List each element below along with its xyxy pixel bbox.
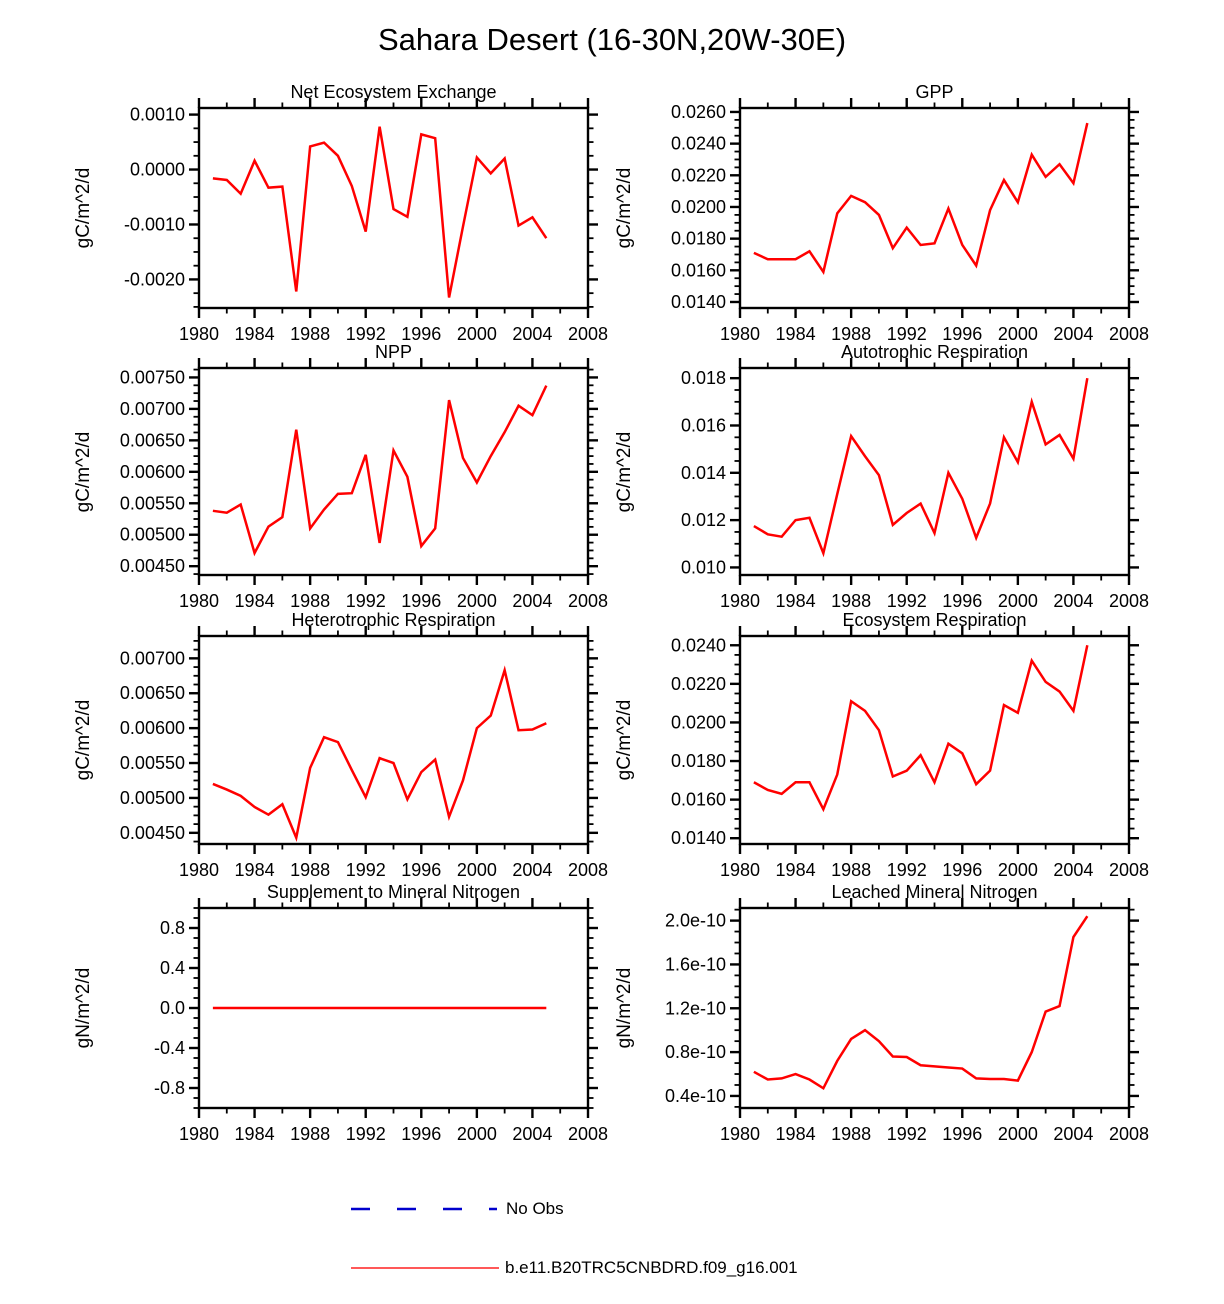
- plot-area: [104, 622, 612, 892]
- chart-title: Heterotrophic Respiration: [291, 610, 496, 630]
- y-tick-label: -0.0010: [123, 214, 185, 235]
- y-tick-label: 0.0180: [670, 228, 726, 249]
- plot-frame: [740, 908, 1129, 1108]
- x-tick-label: 2008: [567, 1124, 609, 1144]
- x-tick-label: 1984: [775, 324, 816, 344]
- chart-title: Ecosystem Respiration: [842, 610, 1027, 630]
- x-tick-label: 1984: [234, 1124, 275, 1144]
- y-tick-label: 0.0220: [670, 673, 726, 694]
- y-tick-label: 0.8e-10: [664, 1042, 726, 1063]
- x-tick-label: 1996: [942, 591, 983, 611]
- plot-area: [104, 894, 612, 1156]
- x-tick-label: 2000: [997, 324, 1038, 344]
- plot-frame: [740, 636, 1129, 844]
- x-tick-label: 2004: [1053, 860, 1094, 880]
- plot-frame: [199, 636, 588, 844]
- model-legend-line: [349, 1264, 501, 1272]
- x-tick-label: 1988: [290, 1124, 331, 1144]
- y-tick-label: 0.00500: [119, 787, 185, 808]
- y-tick-label: 0.0000: [129, 159, 185, 180]
- x-tick-label: 1992: [345, 1124, 386, 1144]
- x-tick-label: 1984: [775, 591, 816, 611]
- x-tick-label: 2004: [512, 1124, 553, 1144]
- x-tick-label: 1992: [345, 860, 386, 880]
- data-line: [213, 670, 546, 838]
- y-tick-label: 0.00750: [119, 367, 185, 388]
- y-axis-label: gC/m^2/d: [614, 431, 635, 512]
- x-tick-label: 1996: [401, 860, 442, 880]
- y-axis-label: gC/m^2/d: [73, 431, 94, 512]
- x-tick-label: 2008: [567, 591, 609, 611]
- x-tick-label: 2004: [1053, 1124, 1094, 1144]
- y-axis-label: gC/m^2/d: [614, 167, 635, 249]
- y-tick-label: 0.010: [680, 557, 726, 578]
- x-tick-label: 2008: [1108, 324, 1150, 344]
- x-tick-label: 1980: [178, 860, 220, 880]
- x-tick-label: 2000: [456, 1124, 497, 1144]
- y-tick-label: 0.0: [159, 998, 185, 1018]
- data-line: [754, 123, 1087, 272]
- data-line: [754, 916, 1087, 1088]
- x-tick-label: 2000: [997, 860, 1038, 880]
- x-tick-label: 2000: [997, 591, 1038, 611]
- x-tick-label: 1992: [886, 591, 927, 611]
- y-tick-label: 0.018: [680, 368, 726, 389]
- y-tick-label: 0.00450: [119, 822, 185, 843]
- x-tick-label: 2008: [1108, 591, 1150, 611]
- model-legend-label: b.e11.B20TRC5CNBDRD.f09_g16.001: [505, 1258, 798, 1277]
- x-tick-label: 1992: [886, 1124, 927, 1144]
- y-tick-label: 1.6e-10: [664, 954, 726, 975]
- y-axis-label: gC/m^2/d: [73, 699, 94, 781]
- chart-title: GPP: [915, 82, 954, 102]
- x-tick-label: 1996: [942, 860, 983, 880]
- x-tick-label: 1980: [719, 591, 761, 611]
- y-axis-label: gN/m^2/d: [614, 967, 635, 1049]
- x-tick-label: 1980: [178, 324, 220, 344]
- x-tick-label: 2008: [1108, 1124, 1150, 1144]
- x-tick-label: 2004: [512, 860, 553, 880]
- data-line: [213, 127, 546, 298]
- x-tick-label: 1996: [942, 1124, 983, 1144]
- x-tick-label: 2000: [997, 1124, 1038, 1144]
- y-tick-label: 0.4: [159, 958, 185, 978]
- chart-title: Supplement to Mineral Nitrogen: [266, 882, 521, 902]
- y-tick-label: 0.0140: [670, 828, 726, 849]
- y-tick-label: 0.0160: [670, 789, 726, 810]
- x-tick-label: 1988: [290, 591, 331, 611]
- y-tick-label: 1.2e-10: [664, 998, 726, 1019]
- x-tick-label: 2004: [512, 591, 553, 611]
- y-tick-label: 0.0220: [670, 165, 726, 186]
- y-tick-label: 0.00450: [119, 556, 185, 577]
- y-axis-label: gC/m^2/d: [614, 699, 635, 781]
- y-tick-label: 0.0240: [670, 133, 726, 154]
- x-tick-label: 2000: [456, 860, 497, 880]
- x-tick-label: 2008: [1108, 860, 1150, 880]
- chart-title: NPP: [374, 342, 412, 362]
- x-tick-label: 1992: [345, 324, 386, 344]
- x-tick-label: 2000: [456, 324, 497, 344]
- x-tick-label: 1984: [234, 324, 275, 344]
- y-tick-label: 0.00600: [119, 461, 185, 482]
- y-tick-label: 0.0200: [670, 196, 726, 217]
- plot-frame: [740, 108, 1129, 308]
- chart-title: Net Ecosystem Exchange: [290, 82, 497, 102]
- x-tick-label: 1988: [831, 324, 872, 344]
- y-tick-label: 0.00650: [119, 683, 185, 704]
- chart-title: Autotrophic Respiration: [840, 342, 1029, 362]
- y-tick-label: 0.8: [159, 918, 185, 938]
- x-tick-label: 1992: [886, 324, 927, 344]
- y-axis-label: gC/m^2/d: [73, 167, 94, 249]
- y-tick-label: 0.0260: [670, 101, 726, 122]
- x-tick-label: 2008: [567, 860, 609, 880]
- x-tick-label: 1996: [401, 591, 442, 611]
- plot-area: [645, 894, 1153, 1156]
- y-tick-label: 0.00550: [119, 493, 185, 514]
- x-tick-label: 1988: [831, 591, 872, 611]
- y-tick-label: -0.0020: [123, 269, 185, 290]
- y-tick-label: 0.00550: [119, 753, 185, 774]
- x-tick-label: 1988: [290, 324, 331, 344]
- y-tick-label: 0.016: [680, 415, 726, 436]
- x-tick-label: 1984: [775, 860, 816, 880]
- y-tick-label: -0.4: [153, 1038, 185, 1058]
- y-tick-label: 0.0180: [670, 751, 726, 772]
- y-tick-label: 0.0010: [129, 104, 185, 125]
- x-tick-label: 2008: [567, 324, 609, 344]
- y-tick-label: 0.00700: [119, 398, 185, 419]
- y-tick-label: 0.00500: [119, 524, 185, 545]
- plot-area: [645, 622, 1153, 892]
- x-tick-label: 2004: [1053, 324, 1094, 344]
- x-tick-label: 1988: [831, 1124, 872, 1144]
- x-tick-label: 1996: [942, 324, 983, 344]
- y-tick-label: 0.00650: [119, 430, 185, 451]
- plot-area: [104, 94, 612, 356]
- x-tick-label: 1984: [234, 860, 275, 880]
- x-tick-label: 1980: [178, 1124, 220, 1144]
- plot-area: [104, 354, 612, 623]
- plot-area: [645, 354, 1153, 623]
- chart-title: Leached Mineral Nitrogen: [831, 882, 1038, 902]
- no-obs-legend-line: [349, 1205, 501, 1213]
- x-tick-label: 2004: [1053, 591, 1094, 611]
- page-title: Sahara Desert (16-30N,20W-30E): [377, 22, 847, 57]
- x-tick-label: 1988: [831, 860, 872, 880]
- x-tick-label: 1996: [401, 324, 442, 344]
- y-tick-label: 0.0140: [670, 291, 726, 312]
- x-tick-label: 1996: [401, 1124, 442, 1144]
- plot-frame: [740, 368, 1129, 575]
- y-tick-label: 0.012: [680, 510, 726, 531]
- plot-frame: [199, 368, 588, 575]
- no-obs-legend-label: No Obs: [506, 1199, 564, 1218]
- y-tick-label: 0.00700: [119, 648, 185, 669]
- y-tick-label: 0.4e-10: [664, 1085, 726, 1106]
- x-tick-label: 1984: [775, 1124, 816, 1144]
- data-line: [213, 386, 546, 553]
- y-tick-label: 0.00600: [119, 718, 185, 739]
- x-tick-label: 1980: [719, 324, 761, 344]
- y-tick-label: 0.0240: [670, 635, 726, 656]
- x-tick-label: 1992: [345, 591, 386, 611]
- x-tick-label: 1980: [178, 591, 220, 611]
- data-line: [754, 378, 1087, 553]
- x-tick-label: 1980: [719, 860, 761, 880]
- y-tick-label: 0.014: [680, 462, 726, 483]
- x-tick-label: 2004: [512, 324, 553, 344]
- x-tick-label: 1992: [886, 860, 927, 880]
- y-tick-label: 2.0e-10: [664, 910, 726, 931]
- x-tick-label: 1988: [290, 860, 331, 880]
- x-tick-label: 1980: [719, 1124, 761, 1144]
- y-axis-label: gN/m^2/d: [73, 967, 94, 1049]
- plot-area: [645, 94, 1153, 356]
- y-tick-label: -0.8: [153, 1078, 185, 1098]
- x-tick-label: 2000: [456, 591, 497, 611]
- y-tick-label: 0.0160: [670, 260, 726, 281]
- y-tick-label: 0.0200: [670, 712, 726, 733]
- data-line: [754, 645, 1087, 809]
- x-tick-label: 1984: [234, 591, 275, 611]
